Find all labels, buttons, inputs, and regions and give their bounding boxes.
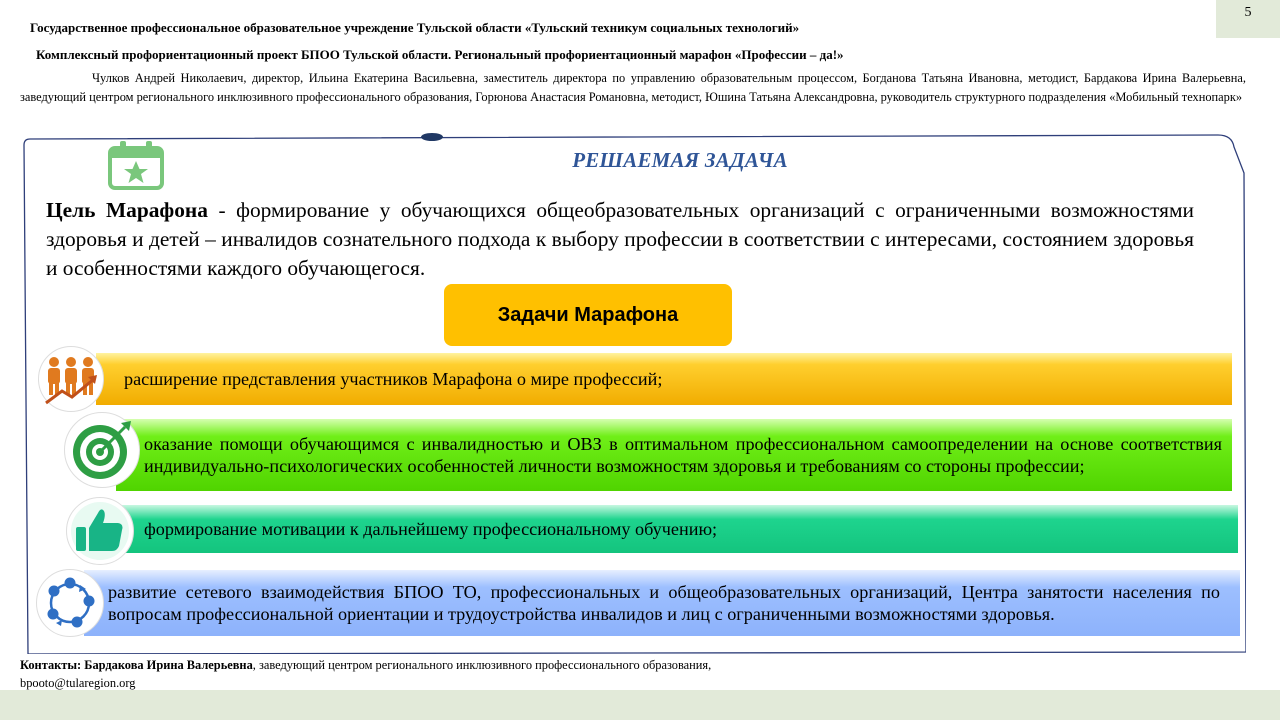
task-item — [116, 505, 1238, 553]
task-text: расширение представления участников Марафона о мире профессий; — [124, 369, 663, 389]
task-item — [116, 419, 1232, 491]
task-item — [96, 353, 1232, 405]
goal-paragraph — [46, 196, 1194, 283]
goal-label: Цель Марафона — [46, 198, 208, 222]
calendar-star-icon — [108, 140, 164, 190]
thumbs-up-icon — [66, 497, 134, 565]
task-text: развитие сетевого взаимодействия БПОО ТО, профессиональных и общеобразовательных организаций, Центра занятости населения по вопросам профессиональной ориентации и трудоустройства инвалидов и лиц с ограниченными возможностями здоровья. — [108, 582, 1220, 624]
target-icon — [64, 412, 140, 488]
goal-text: - формирование у обучающихся общеобразовательных организаций с ограниченными возможностями здоровья и детей – инвалидов сознательного подхода к выбору профессии в соответствии с интересами, состоянием здоровья и особенностями каждого обучающегося. — [46, 198, 1194, 280]
contacts-label: Контакты: Бардакова Ирина Валерьевна — [20, 658, 253, 672]
authors-text: Чулков Андрей Николаевич, директор, Ильина Екатерина Васильевна, заместитель директора по управлению образовательным процессом, Богданова Татьяна Ивановна, методист, Бардакова Ирина Валерьевна, заведующий центром регионального инклюзивного профессионального образования, Горюнова Анастасия Романовна, методист, Юшина Татьяна Александровна, руководитель структурного подразделения «Мобильный технопарк» — [20, 71, 1246, 104]
contacts-role: , заведующий центром регионального инклюзивного профессионального образования, — [252, 658, 712, 672]
contacts-email: bpooto@tularegion.org — [20, 676, 136, 690]
institution-title: Государственное профессиональное образовательное учреждение Тульской области «Тульский техникум социальных технологий» — [30, 20, 800, 35]
contacts-block — [20, 656, 1120, 692]
page-number: 5 — [1216, 0, 1280, 38]
cycle-icon — [36, 569, 104, 637]
tasks-header: Задачи Марафона — [444, 284, 732, 346]
project-title: Комплексный профориентационный проект БПОО Тульской области. Региональный профориентационный марафон «Профессии – да!» — [36, 47, 844, 62]
footer-band — [0, 690, 1280, 720]
people-growth-icon — [38, 346, 104, 412]
section-title: РЕШАЕМАЯ ЗАДАЧА — [572, 148, 788, 172]
task-item — [84, 570, 1240, 636]
contacts-line — [20, 656, 1120, 674]
task-text: формирование мотивации к дальнейшему профессиональному обучению; — [144, 519, 718, 539]
task-text: оказание помощи обучающимся с инвалидностью и ОВЗ в оптимальном профессиональном самоопределении на основе соответствия индивидуально-психологических особенностей личности возможностям здоровья и требованиям со стороны профессии; — [144, 434, 1222, 476]
